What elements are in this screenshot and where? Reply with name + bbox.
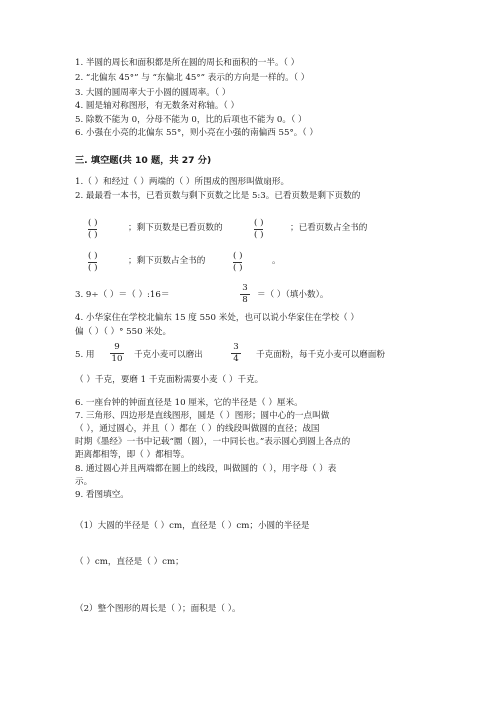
question-7-line-1: 7. 三角形、四边形是直线图形，圆是（ ）图形；圆中心的一点叫做 (75, 411, 330, 421)
fraction-denominator: ( ) (88, 263, 98, 273)
question-9-sub-1-line-2: （ ）cm，直径是（ ）cm； (75, 557, 184, 567)
question-8-line-1: 8. 通过圆心并且两端都在圆上的线段，叫做圆的（ ），用字母（ ）表 (75, 464, 337, 474)
fraction-numerator: 3 (242, 283, 248, 293)
question-2-end: 。 (272, 256, 281, 266)
blank-fraction (254, 219, 263, 240)
fraction-denominator: 4 (233, 354, 239, 364)
fraction-numerator: 3 (233, 342, 239, 352)
question-9-sub-2: （2）整个图形的周长是（ ）；面积是（ ）。 (75, 604, 241, 614)
question-2-part-b: ；已看页数占全书的 (290, 223, 368, 233)
judge-item-4: 4. 圆是轴对称图形，有无数条对称轴。（ ） (75, 101, 240, 111)
question-1: 1.（ ）和经过（ ）两端的（ ）所围成的图形叫做扇形。 (75, 177, 290, 187)
fraction-denominator: ( ) (254, 230, 264, 240)
question-5-part-a: 5. 用 (75, 350, 95, 360)
fraction-numerator: ( ) (88, 251, 98, 261)
judge-item-3: 3. 大圆的圆周率大于小圆的圆周率。（ ） (75, 88, 231, 98)
question-9-sub-1-line-1: （1）大圆的半径是（ ）cm，直径是（ ）cm；小圆的半径是 (75, 521, 310, 531)
question-9: 9. 看图填空。 (75, 490, 129, 500)
question-5-part-b: 千克小麦可以磨出 (134, 350, 203, 360)
fraction-three-quarters (231, 343, 241, 364)
question-6: 6. 一座台钟的钟面直径是 10 厘米，它的半径是（ ）厘米。 (75, 398, 303, 408)
question-2: 2. 最最看一本书，已看页数与剩下页数之比是 5:3。已看页数是剩下页数的 (75, 191, 361, 201)
question-5-part-c: 千克面粉，每千克小麦可以磨面粉 (256, 350, 385, 360)
fraction-three-eighths (240, 284, 250, 305)
blank-fraction (233, 252, 242, 273)
section-title: 三. 填空题(共 10 题，共 27 分) (75, 155, 212, 166)
fraction-denominator: ( ) (88, 230, 98, 240)
judge-item-5: 5. 除数不能为 0，分母不能为 0，比的后项也不能为 0。（ ） (75, 115, 307, 125)
blank-fraction (88, 252, 97, 273)
fraction-denominator: 10 (111, 354, 123, 364)
question-4-line-1: 4. 小华家住在学校北偏东 15 度 550 米处，也可以说小华家住在学校（ ） (75, 313, 359, 323)
fraction-denominator: ( ) (233, 263, 243, 273)
fraction-numerator: ( ) (88, 218, 98, 228)
fraction-denominator: 8 (242, 295, 248, 305)
question-3-part-a: 3. 9÷（ ）＝（ ）:16＝ (75, 290, 170, 300)
question-4-line-2: 偏（ ）（ ）° 550 米处。 (75, 327, 172, 337)
question-8-line-2: 示。 (75, 477, 93, 487)
judge-item-1: 1. 半圆的周长和面积都是所在圆的周长和面积的一半。（ ） (75, 58, 300, 68)
judge-item-6: 6. 小强在小亮的北偏东 55°，则小亮在小强的南偏西 55°。（ ） (75, 128, 318, 138)
question-5-part-d: （ ）千克，要磨 1 千克面粉需要小麦（ ）千克。 (75, 375, 264, 385)
question-2-part-c: ；剩下页数占全书的 (128, 256, 206, 266)
fraction-nine-tenths (110, 343, 124, 364)
fraction-numerator: ( ) (233, 251, 243, 261)
judge-item-2: 2. “北偏东 45°” 与 “东偏北 45°” 表示的方向是一样的。（ ） (75, 73, 310, 83)
question-7-line-2: （ ），通过圆心，并且（ ）都在（ ）的线段叫做圆的直径；战国 (75, 424, 320, 434)
question-7-line-3: 时期《墨经》一书中记载“圜（圆），一中同长也。”表示圆心到圆上各点的 (75, 437, 351, 447)
fraction-numerator: 9 (114, 342, 120, 352)
question-7-line-4: 距离都相等，即（ ）都相等。 (75, 450, 190, 460)
question-3-part-b: ＝（ ）（填小数）。 (257, 290, 329, 300)
fraction-numerator: ( ) (254, 218, 264, 228)
blank-fraction (88, 219, 97, 240)
question-2-part-a: ；剩下页数是已看页数的 (128, 223, 223, 233)
